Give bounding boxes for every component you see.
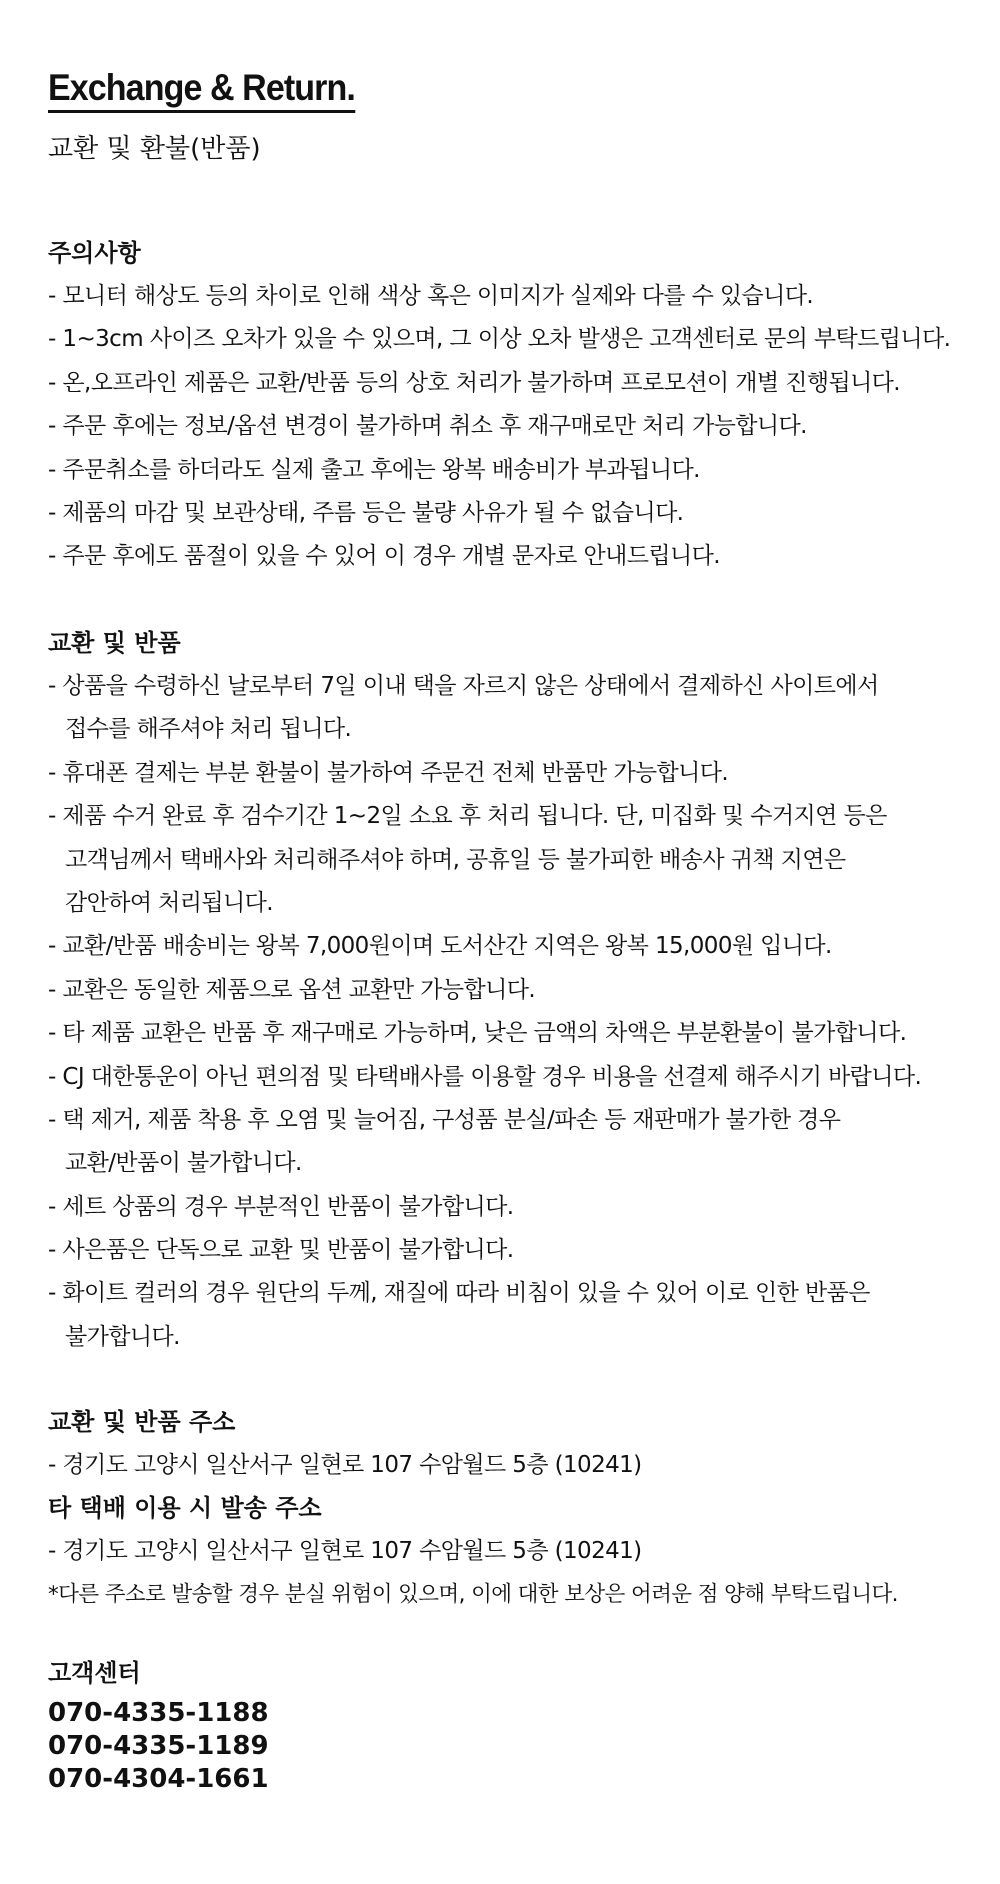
customer-center-phone-list: [48, 1697, 269, 1796]
page-subtitle: 교환 및 환불(반품): [48, 134, 261, 164]
exchange-line-continued: 접수를 해주셔야 처리 됩니다.: [65, 716, 352, 743]
phone-number: 070-4335-1188: [48, 1698, 269, 1728]
notice-list: [48, 275, 988, 579]
notice-line: - 주문취소를 하더라도 실제 출고 후에는 왕복 배송비가 부과됩니다.: [48, 456, 700, 483]
customer-center-heading: 고객센터: [48, 1659, 141, 1687]
notice-line: - 모니터 해상도 등의 차이로 인해 색상 혹은 이미지가 실제와 다를 수 있습니다.: [48, 283, 814, 309]
exchange-line: - 세트 상품의 경우 부분적인 반품이 불가합니다.: [48, 1193, 514, 1220]
return-address-line: - 경기도 고양시 일산서구 일현로 107 수암월드 5층 (10241): [48, 1452, 642, 1478]
phone-number: 070-4304-1661: [48, 1764, 269, 1794]
exchange-line: - 교환은 동일한 제품으로 옵션 교환만 가능합니다.: [48, 976, 536, 1003]
exchange-line-continued: 불가합니다.: [65, 1323, 180, 1350]
exchange-line: - 제품 수거 완료 후 검수기간 1~2일 소요 후 처리 됩니다. 단, 미집화 및 수거지연 등은: [48, 803, 887, 830]
notice-heading: 주의사항: [48, 239, 141, 267]
exchange-line-continued: 감안하여 처리됩니다.: [65, 889, 273, 916]
notice-line: - 제품의 마감 및 보관상태, 주름 등은 불량 사유가 될 수 없습니다.: [48, 499, 684, 526]
address-warning-note: *다른 주소로 발송할 경우 분실 위험이 있으며, 이에 대한 보상은 어려운 점 양해 부탁드립니다.: [48, 1582, 898, 1607]
notice-line: - 1~3cm 사이즈 오차가 있을 수 있으며, 그 이상 오차 발생은 고객센터로 문의 부탁드립니다.: [48, 326, 951, 353]
exchange-list: [48, 665, 988, 1359]
notice-line: - 주문 후에도 품절이 있을 수 있어 이 경우 개별 문자로 안내드립니다.: [48, 543, 720, 570]
exchange-line-continued: 교환/반품이 불가합니다.: [65, 1150, 302, 1177]
phone-number: 070-4335-1189: [48, 1731, 269, 1761]
exchange-line: - 사은품은 단독으로 교환 및 반품이 불가합니다.: [48, 1237, 514, 1264]
exchange-line-continued: 고객님께서 택배사와 처리해주셔야 하며, 공휴일 등 불가피한 배송사 귀책 지연은: [65, 846, 846, 873]
exchange-line: - 상품을 수령하신 날로부터 7일 이내 택을 자르지 않은 상태에서 결제하신 사이트에서: [48, 673, 879, 699]
notice-line: - 주문 후에는 정보/옵션 변경이 불가하며 취소 후 재구매로만 처리 가능합니다.: [48, 413, 807, 440]
other-courier-address-line: - 경기도 고양시 일산서구 일현로 107 수암월드 5층 (10241): [48, 1538, 642, 1564]
page-title: Exchange & Return.: [48, 66, 355, 113]
return-address-heading: 교환 및 반품 주소: [48, 1408, 236, 1436]
other-courier-list: [48, 1530, 988, 1573]
exchange-line: - 화이트 컬러의 경우 원단의 두께, 재질에 따라 비침이 있을 수 있어 이로 인한 반품은: [48, 1280, 870, 1307]
exchange-line: - 교환/반품 배송비는 왕복 7,000원이며 도서산간 지역은 왕복 15,000원 입니다.: [48, 933, 832, 960]
exchange-heading: 교환 및 반품: [48, 629, 181, 657]
exchange-line: - CJ 대한통운이 아닌 편의점 및 타택배사를 이용할 경우 비용을 선결제 해주시기 바랍니다.: [48, 1063, 922, 1090]
exchange-line: - 타 제품 교환은 반품 후 재구매로 가능하며, 낮은 금액의 차액은 부분환불이 불가합니다.: [48, 1020, 907, 1047]
other-courier-heading: 타 택배 이용 시 발송 주소: [48, 1494, 322, 1522]
return-address-list: [48, 1444, 988, 1487]
exchange-line: - 휴대폰 결제는 부분 환불이 불가하여 주문건 전체 반품만 가능합니다.: [48, 759, 729, 786]
exchange-line: - 택 제거, 제품 착용 후 오염 및 늘어짐, 구성품 분실/파손 등 재판매가 불가한 경우: [48, 1106, 841, 1133]
notice-line: - 온,오프라인 제품은 교환/반품 등의 상호 처리가 불가하며 프로모션이 개별 진행됩니다.: [48, 369, 901, 396]
